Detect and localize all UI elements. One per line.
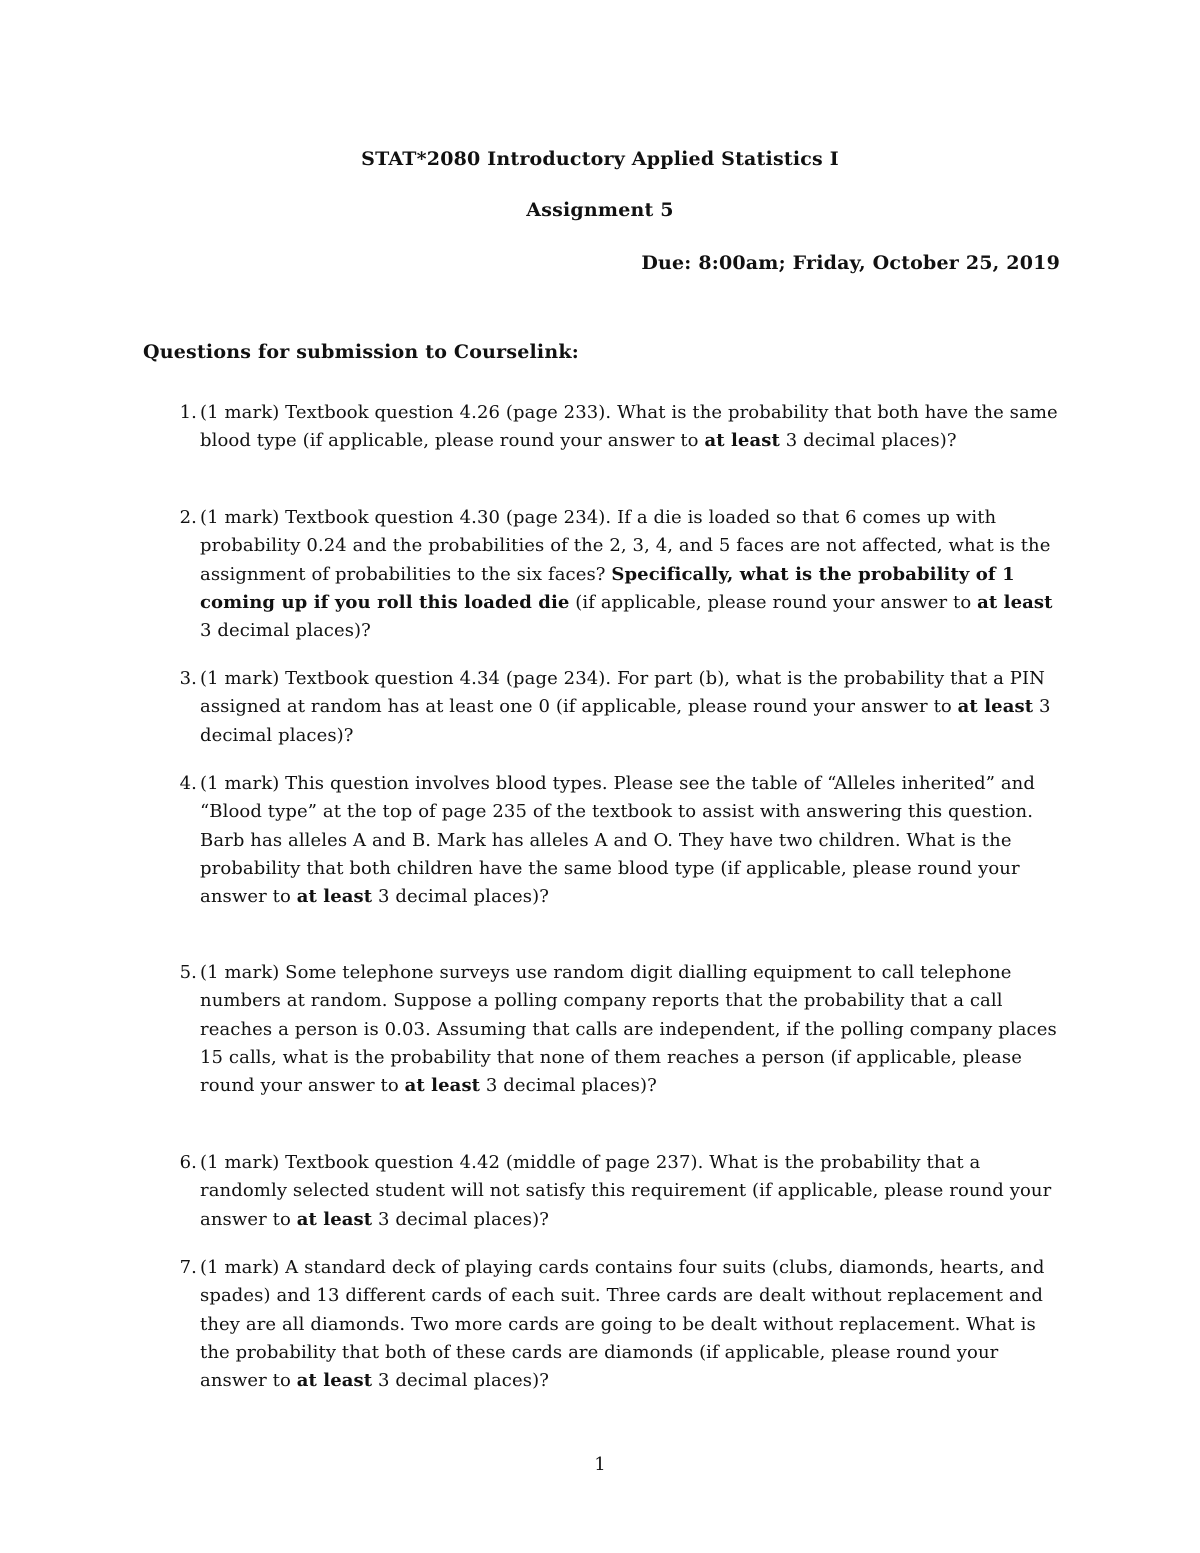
question-2 [143,504,1061,645]
question-text: (1 mark) This question involves blood types. Please see the table of “Alleles inherited” and “Blood type” at the top of page 235 of the textbook to assist with answering this question. Barb has alleles A and B. Mark has alleles A and O. They have two children. What is the probability that both children have the same blood type (if applicable, please round your answer to at least 3 decimal places)? [200,773,1035,908]
question-number: 3. [179,668,197,689]
assignment-title: Assignment 5 [526,199,674,221]
question-text: (1 mark) Some telephone surveys use random digit dialling equipment to call telephone numbers at random. Suppose a polling company reports that the probability that a call reaches a person is 0.03. Assuming that calls are independent, if the polling company places 15 calls, what is the probability that none of them reaches a person (if applicable, please round your answer to at least 3 decimal places)? [200,962,1057,1097]
question-number: 2. [179,507,197,528]
question-text: (1 mark) A standard deck of playing cards contains four suits (clubs, diamonds, hearts, and spades) and 13 different cards of each suit. Three cards are dealt without replacement and they are all diamonds. Two more cards are going to be dealt without replacement. What is the probability that both of these cards are diamonds (if applicable, please round your answer to at least 3 decimal places)? [200,1257,1045,1392]
page-number: 1 [594,1454,606,1475]
due-date: Due: 8:00am; Friday, October 25, 2019 [641,252,1060,274]
question-3 [143,665,1061,750]
question-5 [143,959,1061,1100]
question-number: 1. [179,402,197,423]
question-number: 5. [179,962,197,983]
question-1 [143,399,1061,456]
question-6 [143,1149,1061,1234]
question-number: 7. [179,1257,197,1278]
question-text: (1 mark) Textbook question 4.30 (page 234). If a die is loaded so that 6 comes up with probability 0.24 and the probabilities of the 2, 3, 4, and 5 faces are not affected, what is the assignment of probabilities to the six faces? Specifically, what is the probability of 1 coming up if you roll this loaded die (if applicable, please round your answer to at least 3 decimal places)? [200,507,1053,642]
section-heading: Questions for submission to Courselink: [143,341,579,363]
course-title: STAT*2080 Introductory Applied Statistics I [361,148,839,170]
question-text: (1 mark) Textbook question 4.26 (page 233). What is the probability that both have the same blood type (if applicable, please round your answer to at least 3 decimal places)? [200,402,1058,452]
question-4 [143,770,1061,911]
question-7 [143,1254,1061,1395]
question-number: 6. [179,1152,197,1173]
question-text: (1 mark) Textbook question 4.34 (page 234). For part (b), what is the probability that a PIN assigned at random has at least one 0 (if applicable, please round your answer to at least 3 decimal places)? [200,668,1051,746]
question-number: 4. [179,773,197,794]
question-text: (1 mark) Textbook question 4.42 (middle of page 237). What is the probability that a randomly selected student will not satisfy this requirement (if applicable, please round your answer to at least 3 decimal places)? [200,1152,1052,1230]
